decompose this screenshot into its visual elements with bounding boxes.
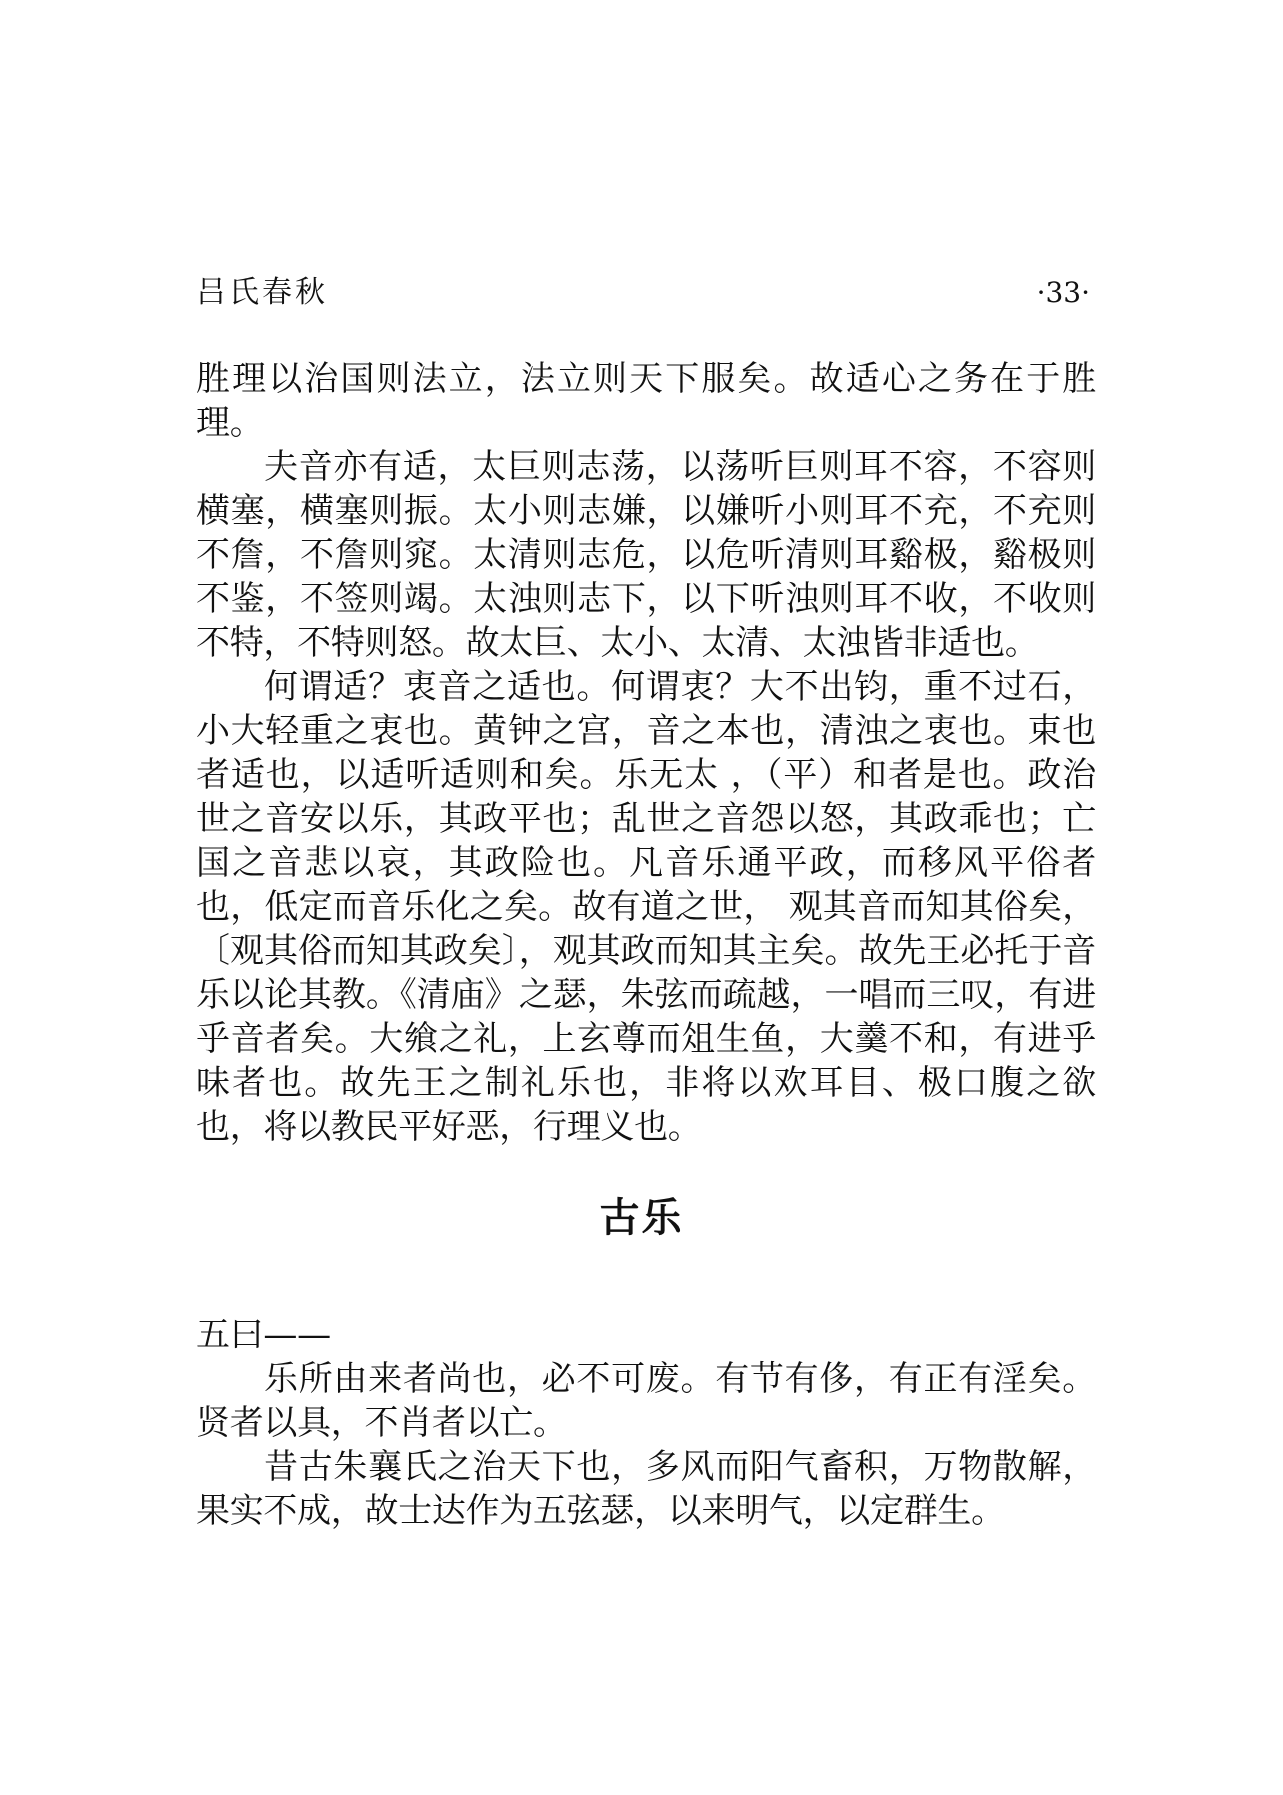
section-title: 古乐	[599, 1195, 684, 1241]
book-title: 吕氏春秋	[196, 275, 328, 310]
paragraph: 夫音亦有适，太巨则志荡，以荡听巨则耳不容，不容则横塞，横塞则振。太小则志嫌，以嫌听小则耳不充，不充则不詹，不詹则窕。太清则志危，以危听清则耳谿极，谿极则不鉴，不签则竭。太浊则志下，以下听浊则耳不收，不收则不特，不特则怒。故太巨、太小、太清、太浊皆非适也。	[196, 447, 1096, 663]
paragraph: 乐所由来者尚也，必不可废。有节有侈，有正有淫矣。贤者以具，不肖者以亡。	[196, 1359, 1096, 1443]
section-text-block	[196, 1313, 1096, 1533]
continued-text-block	[196, 357, 1096, 1149]
paragraph: 何谓适？衷音之适也。何谓衷？大不出钧，重不过石，小大轻重之衷也。黄钟之宫，音之本也，清浊之衷也。束也者适也，以适听适则和矣。乐无太 ，（平）和者是也。政治世之音安以乐，其政平也；乱世之音怨以怒，其政乖也；亡国之音悲以哀，其政险也。凡音乐通平政，而移风平俗者也，低定而音乐化之矣。故有道之世， 观其音而知其俗矣，〔观其俗而知其政矣〕，观其政而知其主矣。故先王必托于音乐以论其教。《清庙》之瑟，朱弦而疏越，一唱而三叹，有进乎音者矣。大飨之礼，上玄尊而俎生鱼，大羹不和，有进乎味者也。故先王之制礼乐也，非将以欢耳目、极口腹之欲也，将以教民平好恶，行理义也。	[196, 667, 1096, 1147]
running-header	[196, 268, 1090, 318]
section-subheading: 五曰——	[196, 1315, 331, 1355]
paragraph: 昔古朱襄氏之治天下也，多风而阳气畜积，万物散解，果实不成，故士达作为五弦瑟，以来明气，以定群生。	[196, 1447, 1096, 1531]
paragraph: 胜理以治国则法立，法立则天下服矣。故适心之务在于胜理。	[196, 359, 1096, 443]
page-number: ·33·	[1036, 276, 1090, 309]
